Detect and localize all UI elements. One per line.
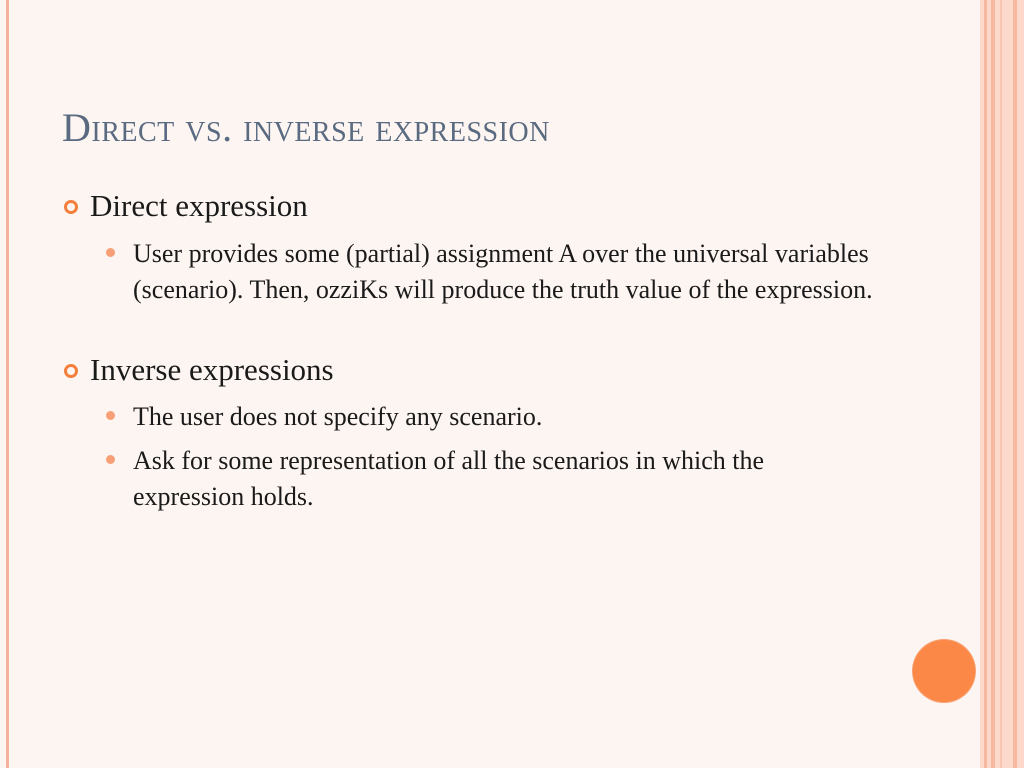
ring-bullet-icon [64,200,78,214]
bullet-text: Direct expression [90,188,308,223]
right-stripe [984,0,987,768]
ring-bullet-icon [64,364,78,378]
bullet-text: Inverse expressions [90,352,334,387]
right-stripe [1000,0,1002,768]
dot-bullet-icon [106,455,115,464]
right-stripe [991,0,995,768]
sub-bullet-text: Ask for some representation of all the scenarios in which the expression holds. [133,446,765,511]
orange-circle-decoration [913,640,975,702]
right-stripe [1013,0,1017,768]
sub-bullet [106,399,873,435]
sub-bullet [106,443,873,515]
bullet-inverse-expressions [64,352,334,388]
dot-bullet-icon [106,411,115,420]
dot-bullet-icon [106,248,115,257]
bullet-direct-expression [64,188,308,224]
sub-bullet-text: User provides some (partial) assignment A over the universal variables (scenario). Then, ozziKs will produce the truth value of the expression. [133,239,873,304]
sub-bullet-text: The user does not specify any scenario. [133,402,543,431]
slide-title: Direct vs. inverse expression [62,105,550,150]
sub-bullet [106,236,873,308]
left-border-line [6,0,9,768]
